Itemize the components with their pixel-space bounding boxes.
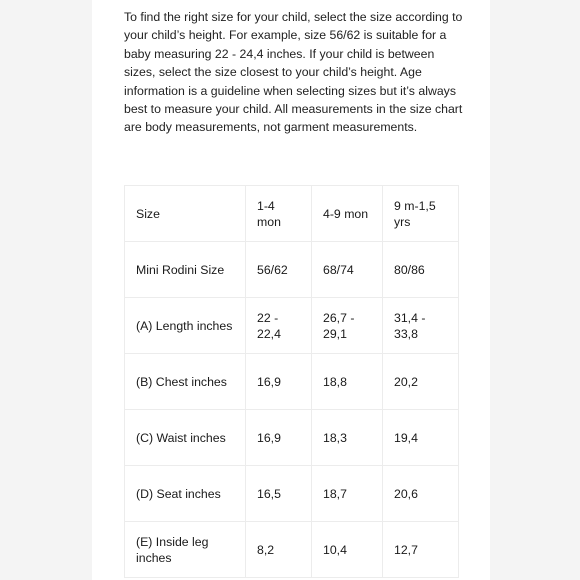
table-cell: 18,7 [312, 466, 383, 522]
table-row [125, 298, 459, 354]
table-row [125, 466, 459, 522]
table-cell: 16,5 [246, 466, 312, 522]
table-cell: 26,7 - 29,1 [312, 298, 383, 354]
table-cell: 22 - 22,4 [246, 298, 312, 354]
table-cell: 12,7 [383, 522, 459, 578]
table-cell: 16,9 [246, 354, 312, 410]
header-cell-1-4-mon: 1-4 mon [246, 186, 312, 242]
row-label: Mini Rodini Size [125, 242, 246, 298]
table-cell: 20,2 [383, 354, 459, 410]
table-cell: 68/74 [312, 242, 383, 298]
header-cell-size: Size [125, 186, 246, 242]
table-cell: 18,3 [312, 410, 383, 466]
header-cell-4-9-mon: 4-9 mon [312, 186, 383, 242]
table-cell: 19,4 [383, 410, 459, 466]
size-chart-table [124, 185, 459, 578]
table-cell: 31,4 - 33,8 [383, 298, 459, 354]
header-cell-9m-1-5-yrs: 9 m-1,5 yrs [383, 186, 459, 242]
table-row [125, 354, 459, 410]
row-label: (B) Chest inches [125, 354, 246, 410]
table-header-row [125, 186, 459, 242]
table-cell: 10,4 [312, 522, 383, 578]
row-label: (D) Seat inches [125, 466, 246, 522]
table-cell: 16,9 [246, 410, 312, 466]
table-cell: 18,8 [312, 354, 383, 410]
table-cell: 20,6 [383, 466, 459, 522]
table-cell: 56/62 [246, 242, 312, 298]
table-row [125, 242, 459, 298]
size-guide-card [92, 0, 490, 580]
row-label: (C) Waist inches [125, 410, 246, 466]
row-label: (E) Inside leg inches [125, 522, 246, 578]
table-row [125, 410, 459, 466]
size-guide-intro: To find the right size for your child, select the size according to your child’s height. For example, size 56/62 is suitable for a baby measuring 22 - 24,4 inches. If your child is between sizes, select the size closest to your child’s height. Age information is a guideline when selecting sizes but it’s always best to measure your child. All measurements in the size chart are body measurements, not garment measurements. [124, 10, 463, 135]
table-cell: 80/86 [383, 242, 459, 298]
table-row [125, 522, 459, 578]
row-label: (A) Length inches [125, 298, 246, 354]
table-cell: 8,2 [246, 522, 312, 578]
